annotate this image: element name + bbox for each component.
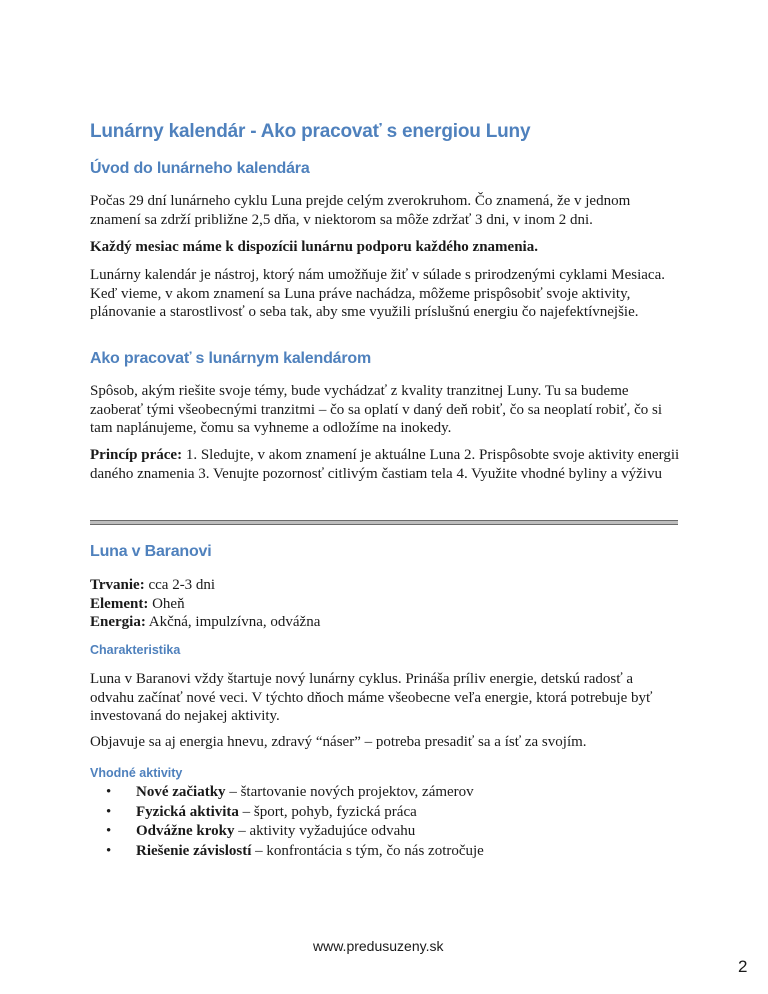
element-label: Element: — [90, 595, 149, 612]
activity-text: – štartovanie nových projektov, zámerov — [225, 784, 474, 800]
list-item — [90, 822, 484, 842]
activity-text: – šport, pohyb, fyzická práca — [238, 803, 417, 820]
document-title: Lunárny kalendár - Ako pracovať s energiou Luny — [90, 121, 531, 142]
activity-label: Odvážne kroky — [136, 823, 235, 839]
energy-row — [90, 614, 320, 630]
characteristics-heading: Charakteristika — [90, 643, 181, 657]
element-row — [90, 596, 185, 612]
characteristics-paragraph-2: Objavuje sa aj energia hnevu, zdravý “náser” – potreba presadiť sa a ísť za svojím. — [90, 734, 587, 750]
energy-label: Energia: — [90, 614, 146, 630]
duration-row — [90, 577, 215, 593]
activity-label: Fyzická aktivita — [136, 803, 239, 820]
duration-label: Trvanie: — [90, 577, 145, 593]
activity-label: Riešenie závislostí — [136, 842, 252, 859]
intro-paragraph-2: Lunárny kalendár je nástroj, ktorý nám umožňuje žiť v súlade s prirodzenými cyklami Mesiaca. Keď vieme, v akom znamení sa Luna práve nachádza, môžeme prispôsobiť svoje aktivity, plánovanie a starostlivosť o seba tak, aby sme využili príslušnú energiu čo najefektívnejšie. — [90, 267, 665, 320]
bullet-icon: • — [106, 803, 112, 820]
section-heading-intro: Úvod do lunárneho kalendára — [90, 160, 310, 177]
bullet-icon: • — [106, 842, 112, 859]
bullet-icon: • — [106, 784, 112, 800]
principle-label: Princíp práce: — [90, 447, 183, 463]
horizontal-divider — [90, 520, 678, 525]
activity-text: – konfrontácia s tým, čo nás zotročuje — [251, 842, 484, 859]
how-to-paragraph: Spôsob, akým riešite svoje témy, bude vychádzať z kvality tranzitnej Luny. Tu sa budeme zaoberať tými všeobecnými tranzitmi – čo sa oplatí v daný deň robiť, čo sa neoplatí robiť, čo si tam naplánujeme, čomu sa vyhneme a odložíme na inokedy. — [90, 383, 662, 436]
list-item — [90, 783, 484, 803]
energy-value: Akčná, impulzívna, odvážna — [145, 614, 321, 630]
intro-bold-text: Každý mesiac máme k dispozícii lunárnu podporu každého znamenia. — [90, 239, 538, 255]
list-item — [90, 842, 484, 862]
duration-value: cca 2-3 dni — [144, 577, 216, 593]
activity-text: – aktivity vyžadujúce odvahu — [234, 823, 416, 839]
element-value: Oheň — [148, 595, 185, 612]
intro-paragraph-1: Počas 29 dní lunárneho cyklu Luna prejde celým zverokruhom. Čo znamená, že v jednom znamení sa zdrží približne 2,5 dňa, v niektorom sa môže zdržať 3 dni, v inom 2 dni. — [90, 193, 631, 228]
page-number: 2 — [738, 957, 748, 976]
footer-url: www.predusuzeny.sk — [313, 938, 444, 954]
principle-text: 1. Sledujte, v akom znamení je aktuálne Luna 2. Prispôsobte svoje aktivity energii daného znamenia 3. Venujte pozornosť citlivým častiam tela 4. Využite vhodné byliny a výživu — [90, 447, 680, 482]
activity-label: Nové začiatky — [136, 784, 226, 800]
characteristics-paragraph-1: Luna v Baranovi vždy štartuje nový lunárny cyklus. Prináša príliv energie, detskú radosť a odvahu začínať nové veci. V týchto dňoch máme všeobecne veľa energie, ktorá potrebuje byť investovaná do nejakej aktivity. — [90, 671, 653, 724]
bullet-icon: • — [106, 823, 112, 839]
principle-paragraph — [90, 446, 680, 483]
activities-list — [90, 783, 484, 861]
intro-paragraph-bold — [90, 238, 680, 257]
activities-heading: Vhodné aktivity — [90, 766, 183, 780]
section-heading-how-to: Ako pracovať s lunárnym kalendárom — [90, 350, 371, 367]
sign-heading: Luna v Baranovi — [90, 543, 212, 560]
sign-facts — [90, 576, 680, 632]
list-item — [90, 803, 484, 823]
